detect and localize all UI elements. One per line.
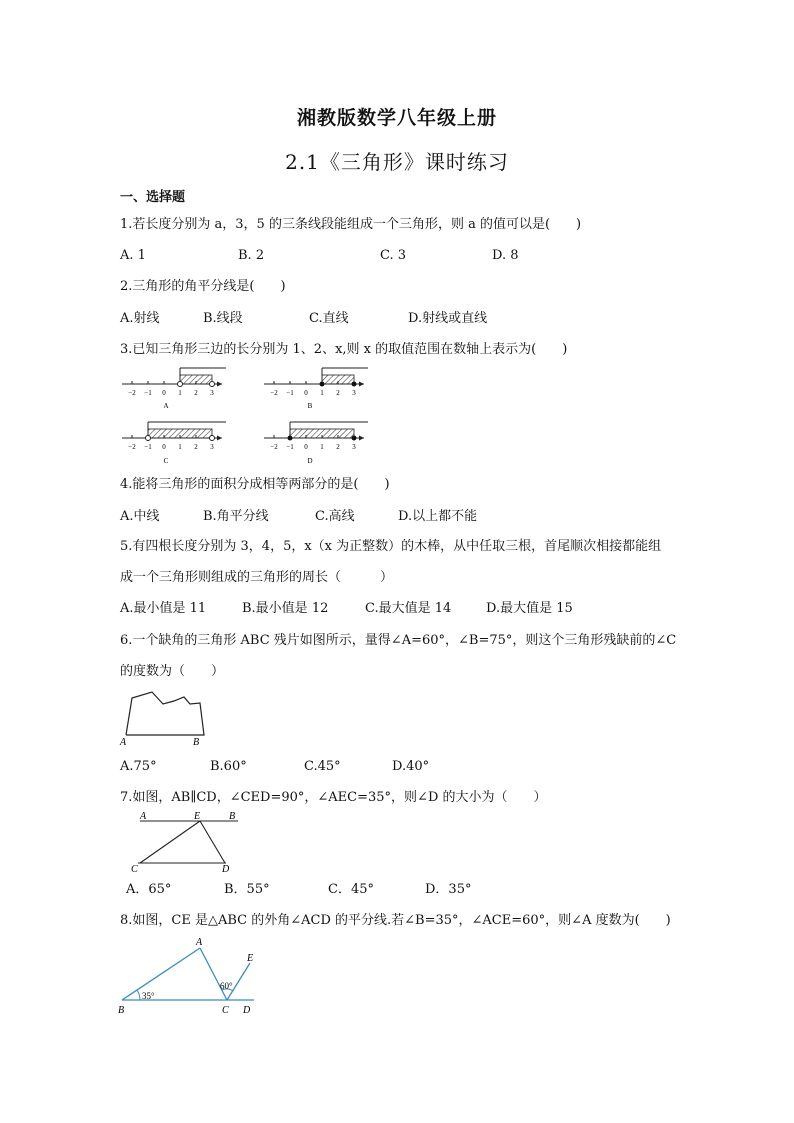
question-6-stem-line2: 的度数为（ ） (120, 664, 225, 679)
q7-option-a: A．65° (126, 882, 172, 897)
tick-label: 2 (194, 389, 198, 397)
page-title: 湘教版数学八年级上册 (296, 107, 497, 129)
number-line-figure (118, 364, 388, 470)
q6-option-d: D.40° (392, 759, 430, 774)
point-label-a: A (140, 811, 147, 822)
tick-label: 2 (336, 389, 340, 397)
section-heading: 一、选择题 (120, 190, 186, 205)
point-label-c: C (131, 864, 138, 874)
question-7-stem: 7.如图，AB∥CD，∠CED=90°，∠AEC=35°，则∠D 的大小为（ ） (120, 790, 547, 805)
q2-option-d: D.射线或直线 (408, 311, 488, 326)
q2-option-a: A.射线 (120, 311, 160, 326)
tick-label: 0 (304, 443, 308, 451)
tick-label: 2 (336, 443, 340, 451)
tick-label: −1 (286, 443, 294, 451)
question-8-stem: 8.如图，CE 是△ABC 的外角∠ACD 的平分线.若∠B=35°，∠ACE=60°，则∠A 度数为( ) (120, 913, 671, 928)
vertex-label-d: D (243, 1005, 251, 1016)
parallel-lines-figure (126, 808, 250, 874)
q5-option-b: B.最小值是 12 (242, 601, 329, 616)
tick-label: 1 (178, 443, 182, 451)
angle-label-b: 35° (142, 991, 155, 1001)
q2-option-b: B.线段 (203, 311, 243, 326)
question-5-stem-line1: 5.有四根长度分别为 3，4，5，x（x 为正整数）的木棒，从中任取三根，首尾顺次相接都能组 (120, 539, 662, 554)
figure-label-a: A (163, 402, 169, 410)
vertex-label-b: B (118, 1005, 125, 1016)
q5-option-a: A.最小值是 11 (120, 601, 207, 616)
tick-label: 3 (210, 389, 214, 397)
question-6-stem-line1: 6.一个缺角的三角形 ABC 残片如图所示，量得∠A=60°，∠B=75°，则这个三角形残缺前的∠C (120, 633, 677, 648)
question-1-stem: 1.若长度分别为 a，3，5 的三条线段能组成一个三角形，则 a 的值可以是( ) (120, 217, 582, 232)
q2-option-c: C.直线 (309, 311, 349, 326)
q1-option-a: A. 1 (120, 248, 146, 263)
point-label-e: E (194, 811, 201, 822)
number-line-a (122, 368, 226, 410)
q6-option-a: A.75° (120, 759, 157, 774)
q5-option-d: D.最大值是 15 (486, 601, 573, 616)
figure-label-d: D (307, 457, 313, 465)
tick-label: 3 (352, 443, 356, 451)
vertex-label-c: C (222, 1005, 229, 1016)
q7-option-c: C．45° (328, 882, 374, 897)
page-subtitle: 2.1《三角形》课时练习 (285, 150, 509, 174)
tick-label: 3 (210, 443, 214, 451)
tick-label: 1 (320, 389, 324, 397)
question-4-stem: 4.能将三角形的面积分成相等两部分的是( ) (120, 477, 390, 492)
broken-triangle-figure (118, 684, 218, 748)
tick-label: 0 (162, 389, 166, 397)
q6-option-c: C.45° (304, 759, 341, 774)
question-5-stem-line2: 成一个三角形则组成的三角形的周长（ ） (120, 570, 394, 585)
angle-label-ace: 60° (220, 981, 233, 991)
q4-option-d: D.以上都不能 (398, 509, 478, 524)
q5-option-c: C.最大值是 14 (365, 601, 452, 616)
tick-label: −1 (286, 389, 294, 397)
tick-label: 2 (194, 443, 198, 451)
vertex-label-b: B (193, 737, 200, 748)
tick-label: −2 (270, 389, 278, 397)
q4-option-b: B.角平分线 (203, 509, 269, 524)
q1-option-b: B. 2 (238, 248, 265, 263)
q1-option-c: C. 3 (380, 248, 407, 263)
number-line-b (264, 368, 368, 410)
question-3-stem: 3.已知三角形三边的长分别为 1、2、x,则 x 的取值范围在数轴上表示为( ) (120, 342, 568, 357)
tick-label: 0 (162, 443, 166, 451)
q4-option-a: A.中线 (120, 509, 160, 524)
tick-label: −1 (144, 443, 152, 451)
tick-label: 0 (304, 389, 308, 397)
vertex-label-e: E (247, 953, 254, 964)
tick-label: −1 (144, 389, 152, 397)
figure-label-c: C (163, 457, 169, 465)
point-label-b: B (229, 811, 236, 822)
figure-label-b: B (307, 402, 313, 410)
q1-option-d: D. 8 (492, 248, 519, 263)
exterior-angle-figure (116, 934, 272, 1020)
question-2-stem: 2.三角形的角平分线是( ) (120, 279, 286, 294)
tick-label: −2 (270, 443, 278, 451)
vertex-label-a: A (196, 937, 203, 948)
number-line-d (264, 422, 368, 465)
vertex-label-a: A (120, 737, 127, 748)
tick-label: 1 (178, 389, 182, 397)
tick-label: 1 (320, 443, 324, 451)
q6-option-b: B.60° (210, 759, 247, 774)
q7-option-b: B．55° (224, 882, 270, 897)
number-line-c (122, 422, 226, 465)
tick-label: −2 (128, 443, 136, 451)
q4-option-c: C.高线 (315, 509, 355, 524)
q7-option-d: D．35° (425, 882, 472, 897)
tick-label: 3 (352, 389, 356, 397)
tick-label: −2 (128, 389, 136, 397)
point-label-d: D (222, 864, 230, 874)
